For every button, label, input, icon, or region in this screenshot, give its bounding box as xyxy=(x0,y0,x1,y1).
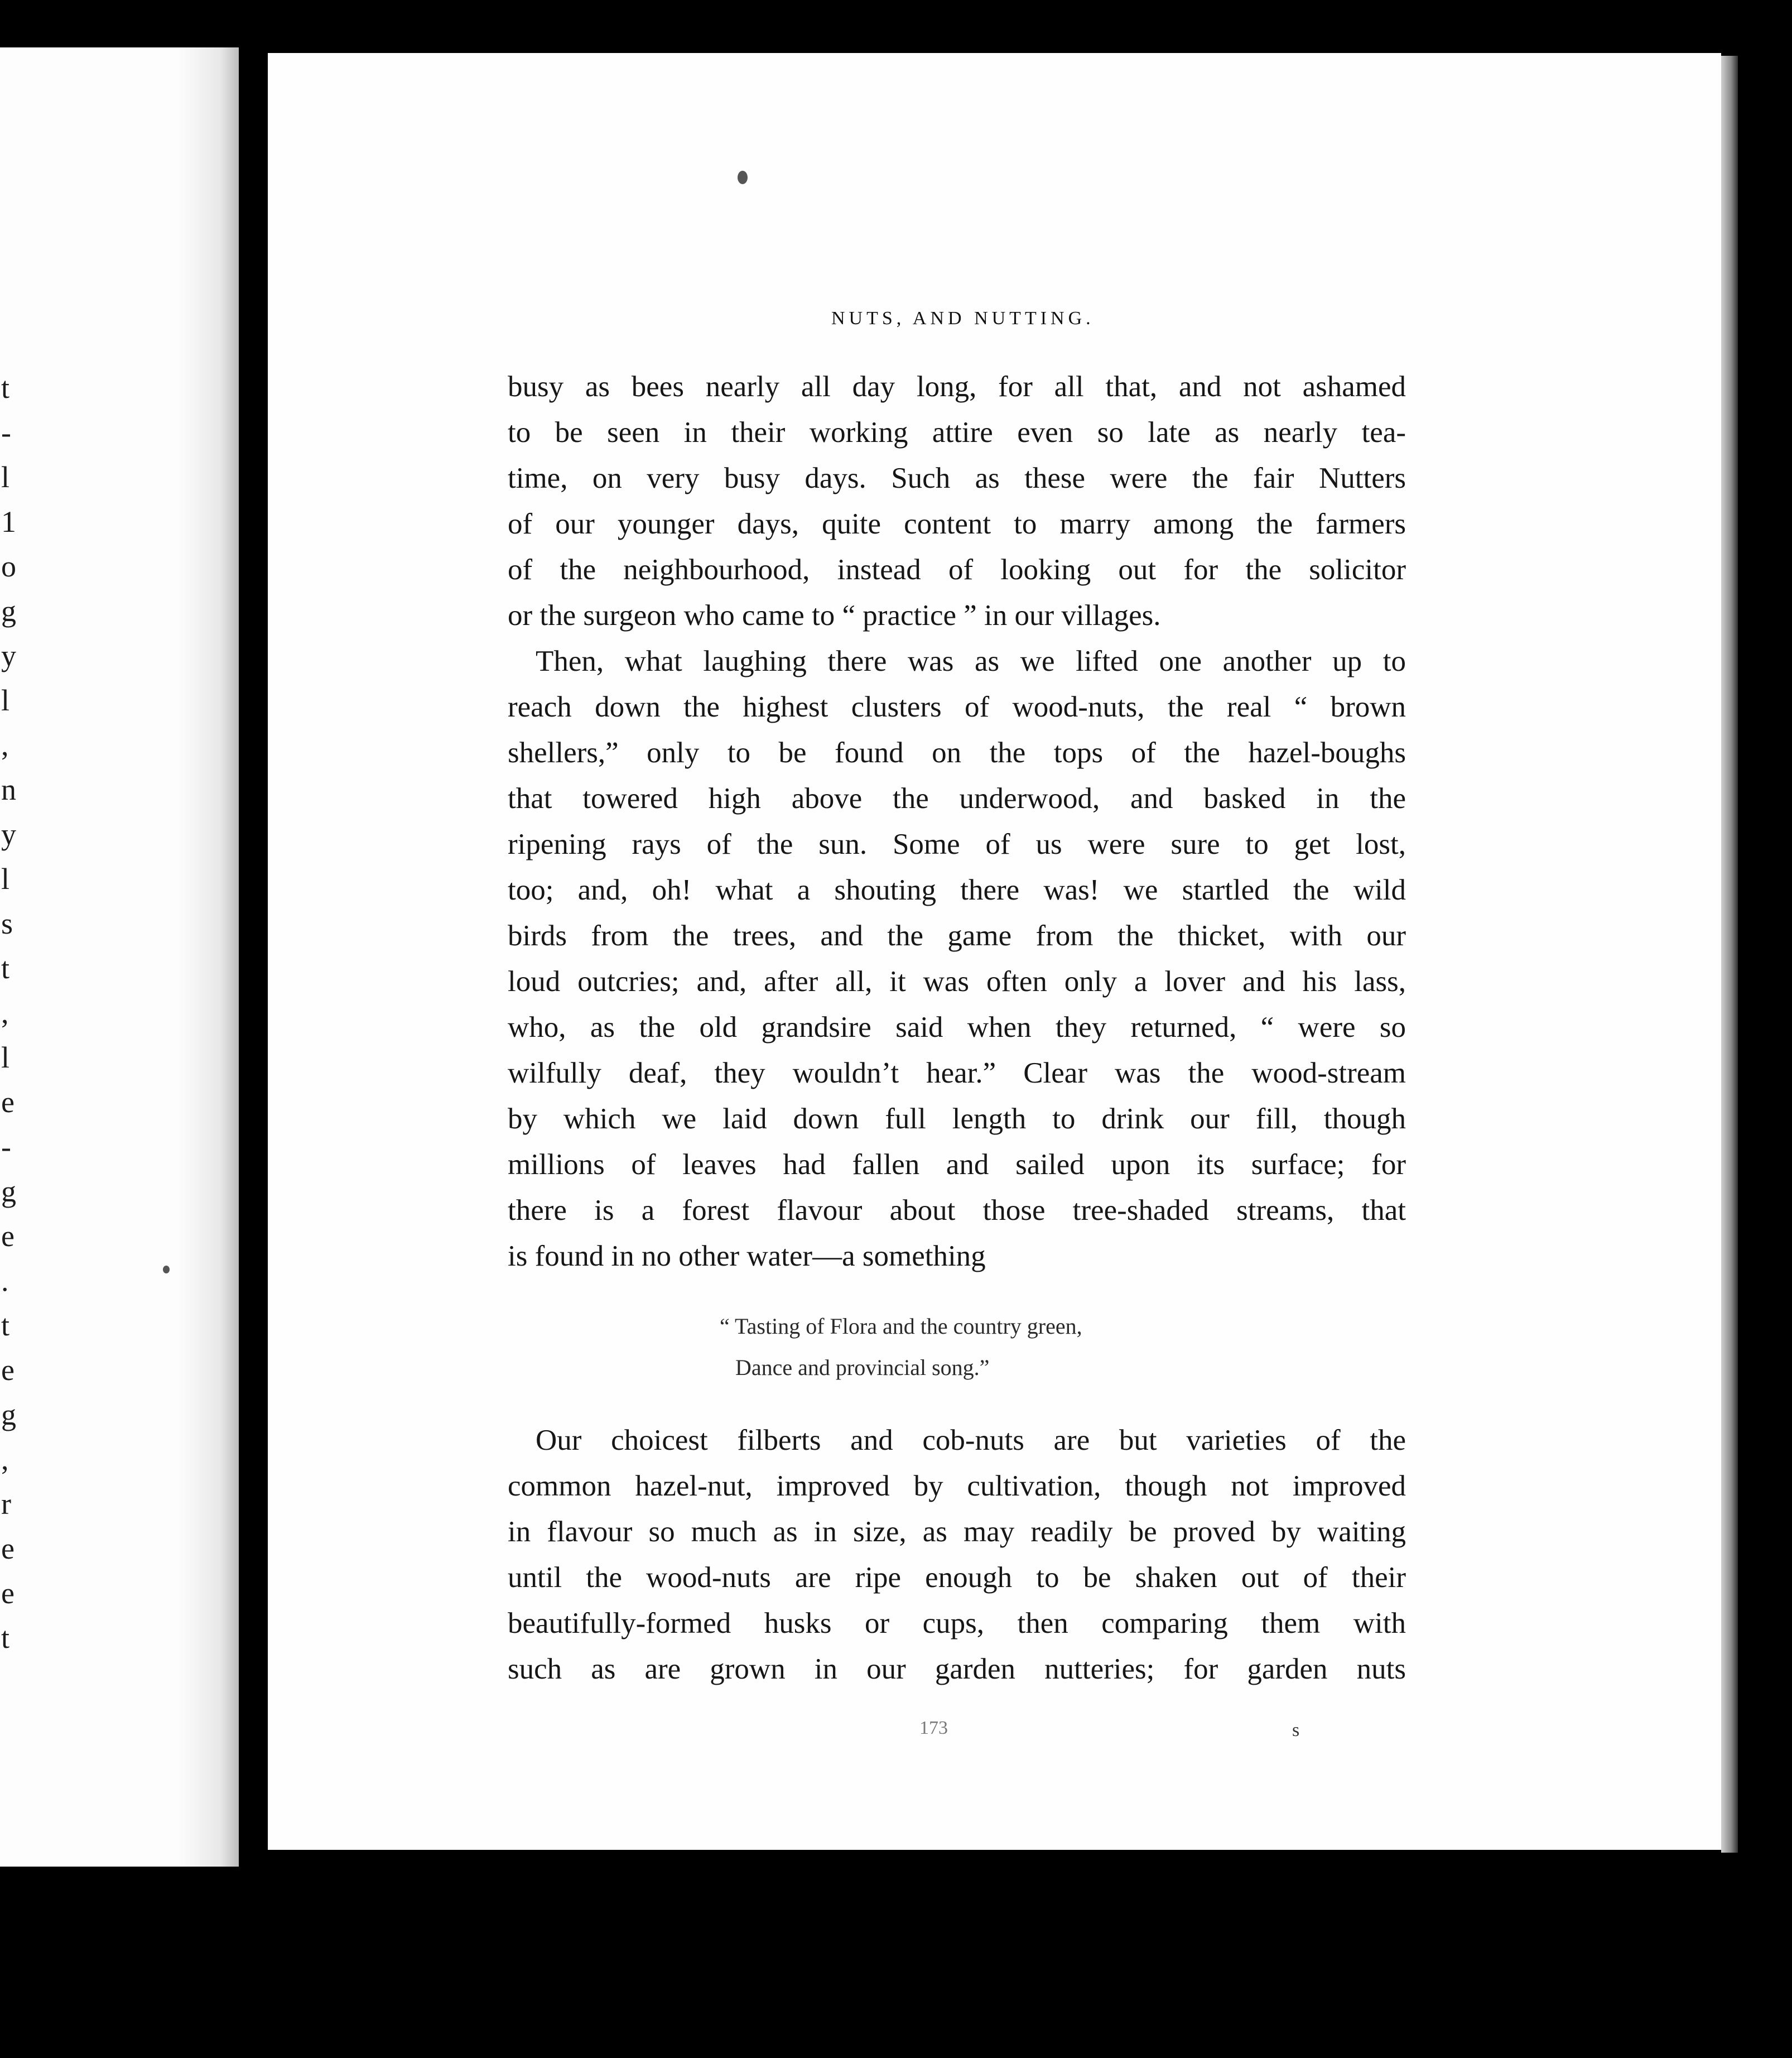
text-line: Our choicest filberts and cob-nuts are but varieties of the xyxy=(536,1424,1406,1456)
ink-speck xyxy=(163,1266,170,1273)
left-fragment: l xyxy=(1,862,10,896)
text-line: loud outcries; and, after all, it was often only a lover and his lass, xyxy=(508,965,1406,998)
text-line: reach down the highest clusters of wood-nuts, the real “ brown xyxy=(508,691,1406,723)
paragraph-one xyxy=(508,364,1406,1279)
left-fragment: e xyxy=(1,1085,15,1119)
left-fragment: 1 xyxy=(1,505,16,538)
left-fragment: t xyxy=(1,1309,10,1342)
left-fragment: n xyxy=(1,773,16,806)
book-gutter xyxy=(239,0,266,2058)
left-fragment: , xyxy=(1,1442,9,1476)
left-fragment: l xyxy=(1,1041,10,1074)
text-line: who, as the old grandsire said when they returned, “ were so xyxy=(508,1011,1406,1044)
left-fragment: t xyxy=(1,1621,10,1655)
text-line: too; and, oh! what a shouting there was! we startled the wild xyxy=(508,874,1406,906)
text-line: ripening rays of the sun. Some of us were sure to get lost, xyxy=(508,828,1406,860)
left-fragment: g xyxy=(1,1175,16,1208)
left-facing-page xyxy=(0,47,239,1867)
text-line: beautifully-formed husks or cups, then comparing them with xyxy=(508,1607,1406,1639)
left-fragment: e xyxy=(1,1532,15,1565)
text-line: of the neighbourhood, instead of looking out for the solicitor xyxy=(508,554,1406,586)
page-number: 173 xyxy=(919,1718,948,1738)
left-fragment: g xyxy=(1,1398,16,1431)
text-line: wilfully deaf, they wouldn’t hear.” Clear was the wood-stream xyxy=(508,1057,1406,1089)
text-line: that towered high above the underwood, and basked in the xyxy=(508,782,1406,815)
text-line: common hazel-nut, improved by cultivation, though not improved xyxy=(508,1470,1406,1502)
left-page-edge xyxy=(177,47,239,1867)
page-edge-shadow xyxy=(1721,56,1738,1853)
quote-line: Dance and provincial song.” xyxy=(735,1355,990,1380)
left-fragment: e xyxy=(1,1219,15,1253)
left-fragment: o xyxy=(1,550,16,583)
verse-quotation xyxy=(720,1306,1082,1388)
text-line: by which we laid down full length to drink our fill, though xyxy=(508,1103,1406,1135)
text-line: millions of leaves had fallen and sailed upon its surface; for xyxy=(508,1148,1406,1181)
text-line: of our younger days, quite content to marry among the farmers xyxy=(508,508,1406,540)
ink-speck xyxy=(738,171,748,184)
text-line: busy as bees nearly all day long, for all that, and not ashamed xyxy=(508,371,1406,403)
text-line: birds from the trees, and the game from the thicket, with our xyxy=(508,920,1406,952)
left-fragment: t xyxy=(1,371,10,405)
left-fragment: - xyxy=(1,1130,11,1163)
text-line: until the wood-nuts are ripe enough to be shaken out of their xyxy=(508,1561,1406,1594)
text-line: such as are grown in our garden nutteries; for garden nuts xyxy=(508,1653,1406,1685)
text-line: is found in no other water—a something xyxy=(508,1240,986,1272)
text-line: time, on very busy days. Such as these were the fair Nutters xyxy=(508,462,1406,494)
text-line: to be seen in their working attire even so late as nearly tea- xyxy=(508,416,1406,449)
text-line: there is a forest flavour about those tree-shaded streams, that xyxy=(508,1194,1406,1227)
running-head: NUTS, AND NUTTING. xyxy=(831,308,1095,329)
text-line: in flavour so much as in size, as may readily be proved by waiting xyxy=(508,1516,1406,1548)
left-fragment: e xyxy=(1,1353,15,1387)
left-fragment: l xyxy=(1,684,10,717)
left-fragment: , xyxy=(1,996,9,1030)
left-fragment: , xyxy=(1,728,9,762)
text-line: Then, what laughing there was as we lifted one another up to xyxy=(536,645,1406,677)
text-line: shellers,” only to be found on the tops of the hazel-boughs xyxy=(508,737,1406,769)
paragraph-three xyxy=(508,1417,1406,1692)
left-fragment: - xyxy=(1,416,11,449)
left-fragment: t xyxy=(1,951,10,985)
signature-mark: s xyxy=(1292,1720,1300,1740)
left-fragment: e xyxy=(1,1576,15,1610)
left-fragment: g xyxy=(1,594,16,628)
left-fragment: . xyxy=(1,1264,9,1297)
text-line: or the surgeon who came to “ practice ” in our villages. xyxy=(508,599,1161,632)
left-fragment: y xyxy=(1,639,16,672)
left-fragment: r xyxy=(1,1487,11,1521)
quote-line: “ Tasting of Flora and the country green, xyxy=(720,1314,1082,1339)
left-fragment: s xyxy=(1,907,13,940)
left-fragment: l xyxy=(1,460,10,494)
left-fragment: y xyxy=(1,818,16,851)
